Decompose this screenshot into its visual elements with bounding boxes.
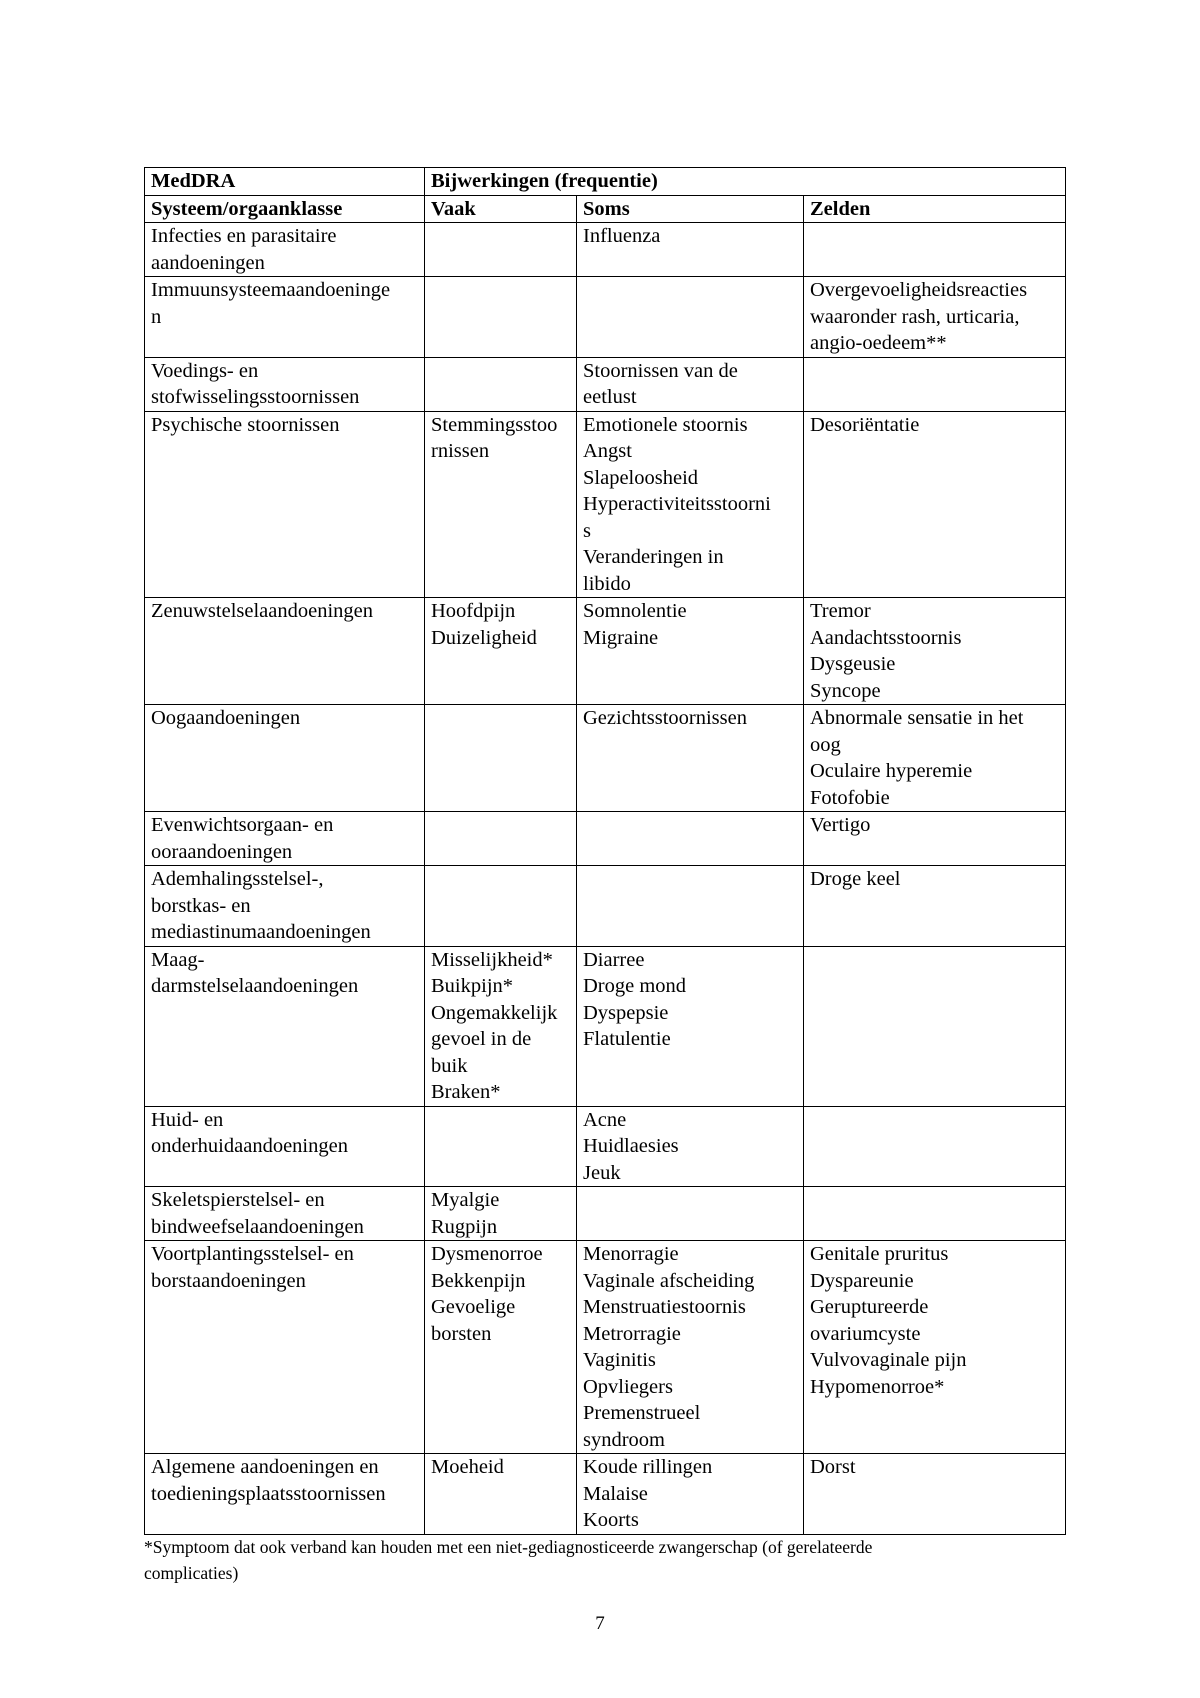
cell-line: Vulvovaginale pijn	[810, 1349, 967, 1371]
cell-line: Huid- en	[151, 1108, 224, 1131]
cell-systeem-orgaanklasse	[145, 1106, 425, 1187]
cell-line: rnissen	[431, 440, 490, 462]
cell-systeem-orgaanklasse	[145, 1187, 425, 1241]
cell-line: Vertigo	[810, 814, 871, 836]
table-row	[145, 223, 1066, 277]
cell-vaak	[425, 866, 577, 947]
cell-systeem-orgaanklasse	[145, 866, 425, 947]
table-header-row-2	[145, 195, 1066, 223]
cell-zelden	[804, 598, 1066, 705]
cell-line: n	[151, 305, 162, 328]
cell-vaak	[425, 277, 577, 358]
cell-line: Syncope	[810, 679, 881, 702]
cell-line: Overgevoeligheidsreacties	[810, 279, 1028, 301]
cell-zelden	[804, 411, 1066, 598]
cell-systeem-orgaanklasse	[145, 1241, 425, 1454]
cell-zelden	[804, 705, 1066, 812]
cell-line: Algemene aandoeningen en	[151, 1456, 379, 1478]
cell-line: ooraandoeningen	[151, 840, 293, 863]
header-vaak: Vaak	[425, 195, 577, 223]
cell-vaak	[425, 1454, 577, 1535]
cell-line: Jeuk	[583, 1161, 621, 1184]
cell-line: Stemmingsstoo	[431, 413, 558, 436]
cell-line: Influenza	[583, 225, 661, 247]
table-row	[145, 357, 1066, 411]
cell-line: ovariumcyste	[810, 1322, 921, 1345]
cell-soms	[577, 357, 804, 411]
table-row	[145, 411, 1066, 598]
cell-line: oog	[810, 733, 841, 756]
cell-line: darmstelselaandoeningen	[151, 975, 359, 997]
cell-systeem-orgaanklasse	[145, 598, 425, 705]
cell-line: Hoofdpijn	[431, 600, 516, 622]
cell-line: Dyspareunie	[810, 1269, 914, 1292]
header-bijwerkingen: Bijwerkingen (frequentie)	[425, 168, 1066, 196]
cell-line: waaronder rash, urticaria,	[810, 305, 1020, 328]
cell-zelden	[804, 946, 1066, 1106]
cell-line: Voortplantingsstelsel- en	[151, 1243, 354, 1265]
table-row	[145, 1454, 1066, 1535]
footnote	[144, 1534, 1044, 1586]
cell-line: buik	[431, 1054, 468, 1077]
cell-line: Rugpijn	[431, 1215, 498, 1238]
cell-soms	[577, 1454, 804, 1535]
cell-line: Gezichtsstoornissen	[583, 707, 747, 729]
cell-line: Evenwichtsorgaan- en	[151, 814, 334, 836]
cell-line: Maag-	[151, 948, 205, 971]
cell-soms	[577, 866, 804, 947]
table-row	[145, 1241, 1066, 1454]
cell-line: Fotofobie	[810, 786, 890, 809]
cell-line: Genitale pruritus	[810, 1243, 949, 1265]
page-number: 7	[595, 1613, 605, 1634]
table-row	[145, 705, 1066, 812]
table-row	[145, 812, 1066, 866]
table-row	[145, 866, 1066, 947]
cell-vaak	[425, 357, 577, 411]
cell-zelden	[804, 1106, 1066, 1187]
cell-zelden	[804, 1454, 1066, 1535]
cell-zelden	[804, 812, 1066, 866]
cell-line: gevoel in de	[431, 1028, 532, 1050]
cell-soms	[577, 1241, 804, 1454]
cell-zelden	[804, 223, 1066, 277]
cell-line: Dysmenorroe	[431, 1243, 543, 1265]
cell-line: Moeheid	[431, 1456, 504, 1478]
cell-line: Infecties en parasitaire	[151, 225, 337, 247]
table-row	[145, 946, 1066, 1106]
header-meddra: MedDRA	[145, 168, 425, 196]
cell-line: Misselijkheid*	[431, 948, 553, 971]
cell-soms	[577, 946, 804, 1106]
cell-line: Hyperactiviteitsstoorni	[583, 493, 771, 515]
cell-line: eetlust	[583, 386, 637, 408]
cell-systeem-orgaanklasse	[145, 812, 425, 866]
cell-line: Dysgeusie	[810, 653, 896, 675]
cell-zelden	[804, 1187, 1066, 1241]
cell-line: aandoeningen	[151, 251, 265, 274]
cell-systeem-orgaanklasse	[145, 277, 425, 358]
cell-line: mediastinumaandoeningen	[151, 921, 371, 943]
cell-line: bindweefselaandoeningen	[151, 1215, 364, 1238]
cell-zelden	[804, 357, 1066, 411]
cell-soms	[577, 411, 804, 598]
cell-line: Gevoelige	[431, 1296, 516, 1318]
cell-line: Veranderingen in	[583, 546, 724, 568]
cell-line: stofwisselingsstoornissen	[151, 386, 360, 408]
cell-line: Menorragie	[583, 1243, 679, 1265]
cell-line: Tremor	[810, 600, 871, 622]
cell-systeem-orgaanklasse	[145, 411, 425, 598]
cell-soms	[577, 1187, 804, 1241]
cell-vaak	[425, 223, 577, 277]
cell-vaak	[425, 1187, 577, 1241]
cell-line: Flatulentie	[583, 1028, 671, 1050]
cell-line: Acne	[583, 1108, 627, 1131]
table-row	[145, 1106, 1066, 1187]
table-row	[145, 277, 1066, 358]
cell-line: borsten	[431, 1322, 492, 1345]
cell-line: Geruptureerde	[810, 1296, 929, 1318]
cell-soms	[577, 812, 804, 866]
cell-line: Abnormale sensatie in het	[810, 707, 1024, 729]
cell-zelden	[804, 277, 1066, 358]
cell-line: Zenuwstelselaandoeningen	[151, 600, 374, 622]
cell-line: Stoornissen van de	[583, 359, 738, 382]
cell-line: Vaginitis	[583, 1349, 656, 1371]
cell-line: borstkas- en	[151, 894, 251, 917]
cell-zelden	[804, 1241, 1066, 1454]
cell-line: Malaise	[583, 1482, 648, 1505]
cell-systeem-orgaanklasse	[145, 357, 425, 411]
cell-line: Vaginale afscheiding	[583, 1269, 755, 1292]
cell-line: Somnolentie	[583, 600, 687, 622]
cell-vaak	[425, 705, 577, 812]
footnote-line: complicaties)	[144, 1563, 239, 1583]
header-zelden: Zelden	[804, 195, 1066, 223]
cell-line: syndroom	[583, 1428, 665, 1451]
header-soms: Soms	[577, 195, 804, 223]
footnote-line: *Symptoom dat ook verband kan houden met een niet-gediagnosticeerde zwangerschap (of gerelateerde	[144, 1537, 873, 1557]
cell-soms	[577, 1106, 804, 1187]
cell-line: toedieningsplaatsstoornissen	[151, 1482, 386, 1505]
cell-line: Opvliegers	[583, 1375, 673, 1398]
cell-line: Menstruatiestoornis	[583, 1296, 746, 1318]
cell-vaak	[425, 1241, 577, 1454]
cell-vaak	[425, 411, 577, 598]
cell-line: Metrorragie	[583, 1322, 681, 1345]
cell-line: Psychische stoornissen	[151, 413, 340, 436]
cell-line: Skeletspierstelsel- en	[151, 1189, 325, 1211]
cell-line: Voedings- en	[151, 359, 259, 382]
cell-line: Emotionele stoornis	[583, 413, 748, 436]
cell-line: Diarree	[583, 948, 645, 971]
cell-line: Dorst	[810, 1456, 856, 1478]
cell-line: libido	[583, 572, 631, 595]
cell-systeem-orgaanklasse	[145, 223, 425, 277]
cell-line: Immuunsysteemaandoeninge	[151, 279, 391, 301]
cell-line: Ademhalingsstelsel-,	[151, 868, 324, 890]
cell-systeem-orgaanklasse	[145, 1454, 425, 1535]
cell-soms	[577, 277, 804, 358]
cell-line: Buikpijn*	[431, 975, 514, 997]
cell-line: Dyspepsie	[583, 1001, 669, 1024]
cell-soms	[577, 598, 804, 705]
cell-line: Angst	[583, 440, 632, 462]
cell-line: Koude rillingen	[583, 1456, 713, 1478]
cell-line: s	[583, 519, 591, 542]
cell-line: Oculaire hyperemie	[810, 760, 973, 782]
table-body	[145, 168, 1066, 1535]
cell-line: Slapeloosheid	[583, 466, 699, 489]
cell-line: Braken*	[431, 1081, 501, 1103]
cell-line: Ongemakkelijk	[431, 1001, 558, 1024]
cell-line: angio-oedeem**	[810, 332, 947, 354]
cell-systeem-orgaanklasse	[145, 946, 425, 1106]
cell-line: Myalgie	[431, 1189, 500, 1211]
cell-vaak	[425, 1106, 577, 1187]
cell-vaak	[425, 946, 577, 1106]
cell-line: Huidlaesies	[583, 1135, 679, 1157]
cell-vaak	[425, 598, 577, 705]
cell-line: borstaandoeningen	[151, 1269, 306, 1292]
cell-zelden	[804, 866, 1066, 947]
cell-line: Desoriëntatie	[810, 413, 920, 436]
cell-soms	[577, 223, 804, 277]
cell-line: Aandachtsstoornis	[810, 626, 962, 649]
table-row	[145, 598, 1066, 705]
cell-soms	[577, 705, 804, 812]
cell-systeem-orgaanklasse	[145, 705, 425, 812]
cell-line: Droge keel	[810, 868, 901, 890]
cell-line: Premenstrueel	[583, 1402, 701, 1424]
cell-line: Koorts	[583, 1509, 639, 1531]
header-systeem-orgaanklasse: Systeem/orgaanklasse	[145, 195, 425, 223]
cell-vaak	[425, 812, 577, 866]
cell-line: Bekkenpijn	[431, 1269, 526, 1292]
table-header-row-1	[145, 168, 1066, 196]
cell-line: Oogaandoeningen	[151, 707, 301, 729]
cell-line: Hypomenorroe*	[810, 1375, 945, 1398]
adverse-reactions-table	[144, 167, 1066, 1535]
cell-line: Duizeligheid	[431, 626, 537, 649]
table-row	[145, 1187, 1066, 1241]
cell-line: Migraine	[583, 626, 659, 649]
cell-line: onderhuidaandoeningen	[151, 1135, 348, 1157]
cell-line: Droge mond	[583, 975, 687, 997]
